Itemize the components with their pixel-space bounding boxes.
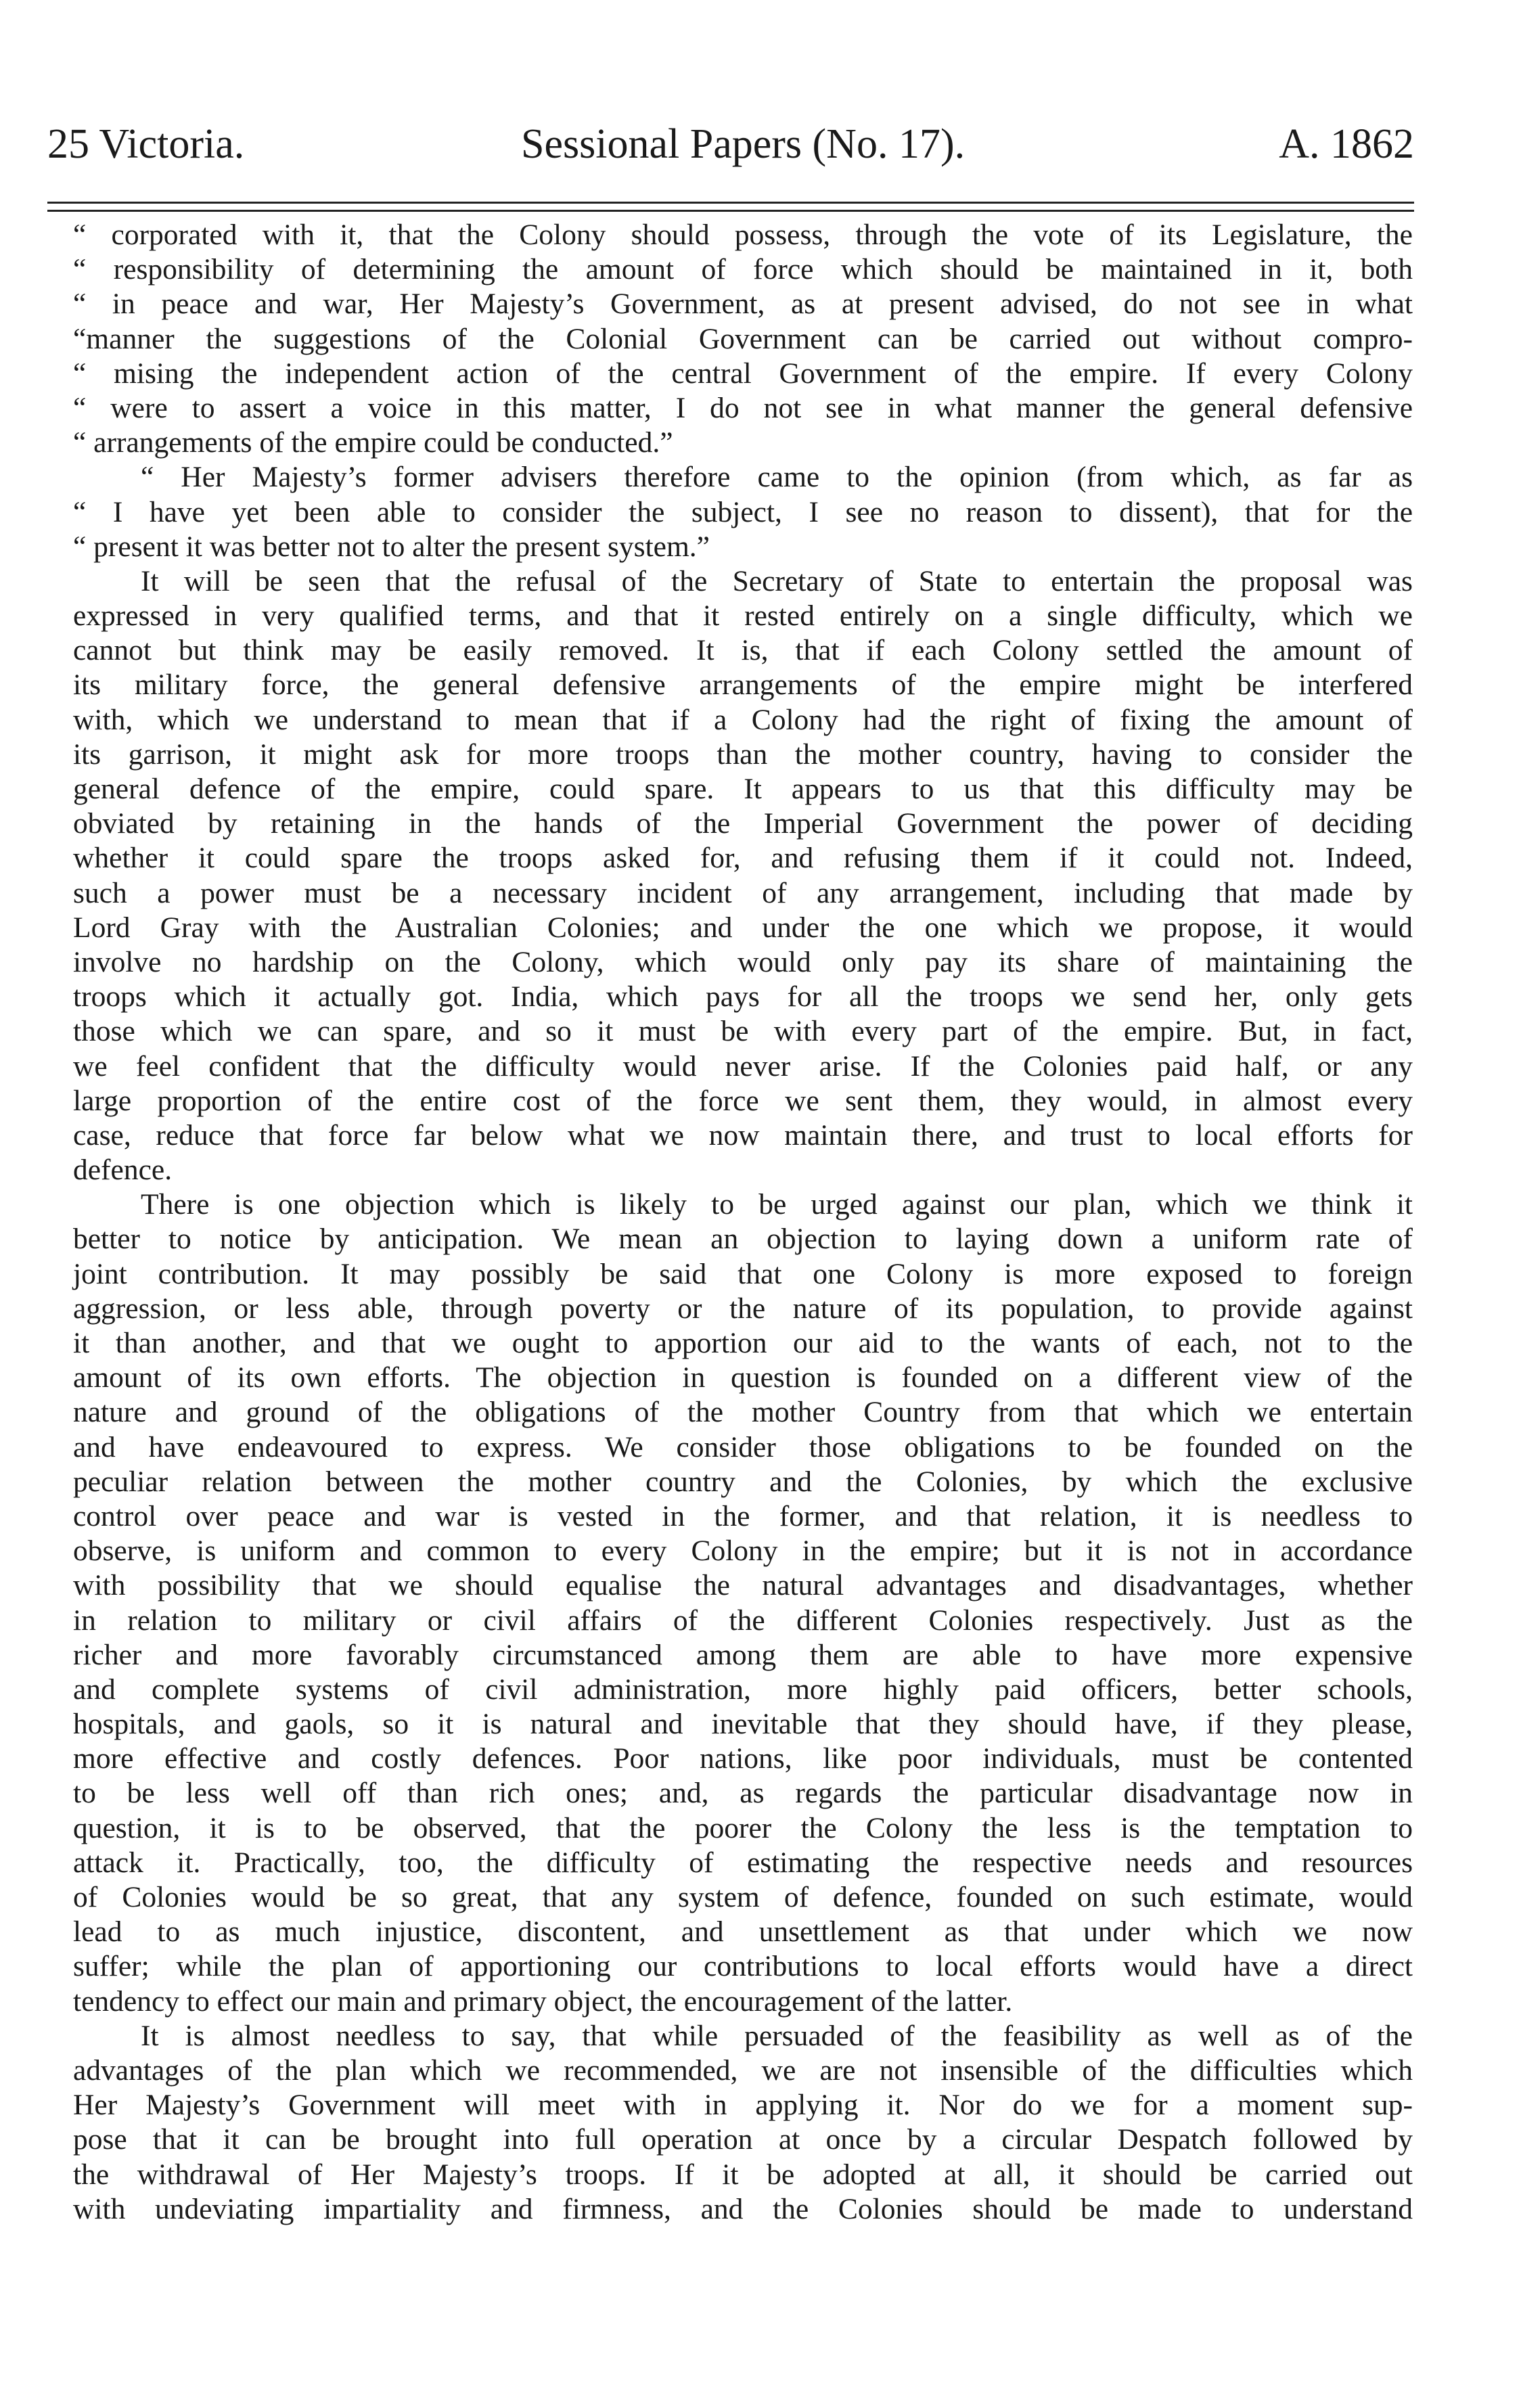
text-line: observe, is uniform and common to every Colony in the empire; but it is not in accordance <box>73 1535 1413 1568</box>
paragraph <box>73 460 1413 564</box>
text-line: case, reduce that force far below what we now maintain there, and trust to local efforts for <box>73 1118 1413 1152</box>
paragraph <box>73 1187 1413 2019</box>
header-year: A. 1862 <box>1279 121 1414 167</box>
body-text <box>73 218 1413 2227</box>
paragraph <box>73 2019 1413 2227</box>
paragraph <box>73 218 1413 460</box>
header-title: Sessional Papers (No. 17). <box>521 121 966 167</box>
text-line: defence. <box>73 1154 173 1187</box>
text-line: “ arrangements of the empire could be conducted.” <box>73 426 673 459</box>
text-line: “ responsibility of determining the amount of force which should be maintained in it, both <box>73 253 1413 286</box>
text-line: attack it. Practically, too, the difficulty of estimating the respective needs and resources <box>73 1846 1413 1879</box>
text-line: aggression, or less able, through poverty or the nature of its population, to provide against <box>73 1292 1413 1325</box>
text-line: “manner the suggestions of the Colonial Government can be carried out without compro- <box>73 322 1413 355</box>
text-line: the withdrawal of Her Majesty’s troops. If it be adopted at all, it should be carried out <box>73 2158 1413 2191</box>
text-line: control over peace and war is vested in the former, and that relation, it is needless to <box>73 1499 1413 1532</box>
text-line: tendency to effect our main and primary object, the encouragement of the latter. <box>73 1984 1013 2018</box>
text-line: “ mising the independent action of the central Government of the empire. If every Colony <box>73 357 1413 390</box>
text-line: It will be seen that the refusal of the Secretary of State to entertain the proposal was <box>141 564 1413 597</box>
text-line: those which we can spare, and so it must be with every part of the empire. But, in fact, <box>73 1015 1413 1048</box>
text-line: with, which we understand to mean that if a Colony had the right of fixing the amount of <box>73 703 1413 736</box>
text-line: we feel confident that the difficulty would never arise. If the Colonies paid half, or any <box>73 1049 1413 1083</box>
text-line: “ present it was better not to alter the present system.” <box>73 530 710 563</box>
text-line: “ I have yet been able to consider the subject, I see no reason to dissent), that for the <box>73 495 1413 528</box>
text-line: troops which it actually got. India, which pays for all the troops we send her, only gets <box>73 980 1413 1014</box>
text-line: richer and more favorably circumstanced among them are able to have more expensive <box>73 1638 1413 1671</box>
text-line: with possibility that we should equalise the natural advantages and disadvantages, whether <box>73 1569 1413 1602</box>
text-line: Her Majesty’s Government will meet with in applying it. Nor do we for a moment sup- <box>73 2089 1413 2122</box>
text-line: “ corporated with it, that the Colony should possess, through the vote of its Legislature, the <box>73 219 1413 251</box>
running-header <box>47 114 1414 175</box>
text-line: and have endeavoured to express. We consider those obligations to be founded on the <box>73 1430 1413 1463</box>
text-line: of Colonies would be so great, that any system of defence, founded on such estimate, would <box>73 1881 1413 1913</box>
text-line: more effective and costly defences. Poor nations, like poor individuals, must be contented <box>73 1742 1413 1775</box>
text-line: advantages of the plan which we recommended, we are not insensible of the difficulties which <box>73 2053 1413 2087</box>
text-line: Lord Gray with the Australian Colonies; and under the one which we propose, it would <box>73 911 1413 944</box>
text-line: its military force, the general defensive arrangements of the empire might be interfered <box>73 668 1413 702</box>
text-line: amount of its own efforts. The objection in question is founded on a different view of the <box>73 1361 1413 1394</box>
paragraph <box>73 564 1413 1187</box>
text-line: hospitals, and gaols, so it is natural and inevitable that they should have, if they please, <box>73 1708 1413 1741</box>
text-line: expressed in very qualified terms, and that it rested entirely on a single difficulty, which we <box>73 599 1413 633</box>
text-line: “ were to assert a voice in this matter, I do not see in what manner the general defensive <box>73 391 1413 424</box>
text-line: pose that it can be brought into full operation at once by a circular Despatch followed by <box>73 2123 1413 2156</box>
text-line: and complete systems of civil administration, more highly paid officers, better schools, <box>73 1673 1413 1706</box>
text-line: question, it is to be observed, that the poorer the Colony the less is the temptation to <box>73 1811 1413 1844</box>
text-line: It is almost needless to say, that while persuaded of the feasibility as well as of the <box>141 2019 1413 2052</box>
text-line: joint contribution. It may possibly be said that one Colony is more exposed to foreign <box>73 1257 1413 1290</box>
header-rule-bottom <box>47 210 1414 212</box>
text-line: “ Her Majesty’s former advisers therefore came to the opinion (from which, as far as <box>141 461 1413 494</box>
text-line: cannot but think may be easily removed. It is, that if each Colony settled the amount of <box>73 634 1413 667</box>
text-line: general defence of the empire, could spare. It appears to us that this difficulty may be <box>73 773 1413 805</box>
header-rule-top <box>47 202 1414 204</box>
text-line: “ in peace and war, Her Majesty’s Government, as at present advised, do not see in what <box>73 288 1413 321</box>
text-line: in relation to military or civil affairs of the different Colonies respectively. Just as the <box>73 1604 1413 1637</box>
text-line: to be less well off than rich ones; and, as regards the particular disadvantage now in <box>73 1777 1413 1810</box>
text-line: it than another, and that we ought to apportion our aid to the wants of each, not to the <box>73 1327 1413 1359</box>
text-line: involve no hardship on the Colony, which would only pay its share of maintaining the <box>73 945 1413 978</box>
text-line: obviated by retaining in the hands of the Imperial Government the power of deciding <box>73 807 1413 840</box>
text-line: peculiar relation between the mother country and the Colonies, by which the exclusive <box>73 1465 1413 1498</box>
text-line: such a power must be a necessary incident of any arrangement, including that made by <box>73 876 1413 909</box>
text-line: large proportion of the entire cost of the force we sent them, they would, in almost every <box>73 1084 1413 1117</box>
text-line: lead to as much injustice, discontent, and unsettlement as that under which we now <box>73 1915 1413 1949</box>
text-line: suffer; while the plan of apportioning our contributions to local efforts would have a direct <box>73 1950 1413 1983</box>
text-line: nature and ground of the obligations of the mother Country from that which we entertain <box>73 1396 1413 1429</box>
text-line: with undeviating impartiality and firmness, and the Colonies should be made to understand <box>73 2192 1413 2225</box>
text-line: better to notice by anticipation. We mean an objection to laying down a uniform rate of <box>73 1223 1413 1256</box>
text-line: whether it could spare the troops asked for, and refusing them if it could not. Indeed, <box>73 842 1413 875</box>
text-line: There is one objection which is likely to be urged against our plan, which we think it <box>141 1188 1413 1221</box>
header-session: 25 Victoria. <box>47 121 245 167</box>
text-line: its garrison, it might ask for more troops than the mother country, having to consider the <box>73 737 1413 771</box>
